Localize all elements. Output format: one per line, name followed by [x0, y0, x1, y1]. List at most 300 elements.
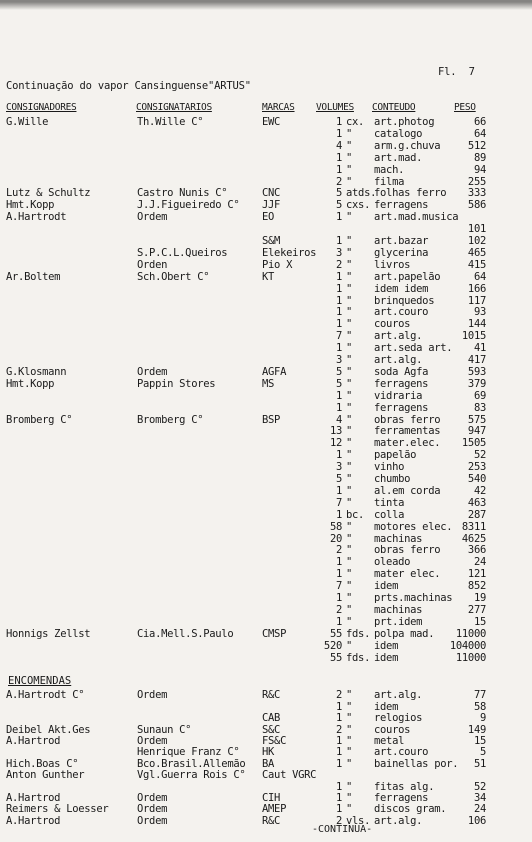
table-row — [0, 425, 532, 437]
cell-unit: " — [346, 282, 353, 295]
cell-unit: " — [346, 532, 353, 545]
cell-unit: " — [346, 163, 353, 176]
cell-unit: " — [346, 330, 353, 343]
table-row — [0, 712, 532, 724]
cell-volumes: 7 — [335, 496, 342, 509]
table-row — [0, 497, 532, 509]
cell-marca: EWC — [262, 116, 281, 128]
cell-volumes: 5 — [335, 377, 342, 390]
table-row — [0, 568, 532, 580]
cell-peso: 66 — [473, 116, 486, 128]
cell-conteudo: brinquedos — [374, 294, 435, 307]
cell-marca: R&C — [262, 689, 281, 702]
cell-volumes: 1 — [335, 592, 342, 604]
cell-unit: " — [346, 639, 353, 652]
cell-volumes: 12 — [329, 437, 342, 450]
cell-volumes: 4 — [335, 413, 342, 426]
cell-consignador: Deibel Akt.Ges — [6, 723, 91, 736]
cell-volumes: 13 — [329, 425, 342, 438]
cell-marca: KT — [262, 270, 275, 283]
cell-conteudo: polpa mad. — [374, 627, 435, 640]
cell-volumes: 7 — [335, 580, 342, 593]
cell-unit: " — [346, 139, 353, 152]
cell-peso: 593 — [467, 365, 486, 378]
cell-unit: " — [346, 473, 353, 485]
cell-peso: 1505 — [461, 437, 486, 450]
table-row — [0, 247, 532, 259]
cell-conteudo: ferragens — [374, 792, 429, 804]
cell-volumes: 7 — [335, 330, 342, 343]
cell-marca: BA — [262, 757, 275, 770]
cell-volumes: 1 — [335, 712, 342, 725]
cell-consignatario: Ordem — [137, 735, 168, 747]
cell-volumes: 1 — [335, 792, 342, 804]
cell-peso: 52 — [473, 780, 486, 793]
cell-consignatario: Sch.Obert C° — [137, 270, 210, 283]
cell-peso: 58 — [473, 700, 486, 713]
cell-unit: " — [346, 389, 353, 402]
cell-peso: 89 — [473, 151, 486, 164]
cell-peso: 42 — [473, 484, 486, 497]
cell-peso: 104000 — [449, 639, 486, 652]
table-row — [0, 640, 532, 652]
cell-peso: 11000 — [455, 651, 486, 664]
cell-conteudo: ferragens — [374, 401, 429, 414]
cell-consignatario: Vgl.Guerra Rois C° — [137, 769, 246, 782]
cell-volumes: 1 — [335, 449, 342, 462]
cell-consignatario: Ordem — [137, 803, 168, 816]
cell-conteudo: idem — [374, 651, 399, 664]
cell-consignador: Bromberg C° — [6, 413, 73, 426]
cell-volumes: 55 — [329, 627, 342, 640]
cell-peso: 83 — [473, 401, 486, 414]
cell-unit: " — [346, 496, 353, 509]
cell-volumes: 1 — [335, 556, 342, 569]
cell-volumes: 4 — [335, 139, 342, 152]
table-row — [0, 580, 532, 592]
cell-consignador: Hich.Boas C° — [6, 757, 79, 770]
cell-unit: " — [346, 294, 353, 307]
cell-volumes: 1 — [335, 163, 342, 176]
cell-consignatario: Ordem — [137, 365, 168, 378]
cell-peso: 93 — [473, 306, 486, 319]
table-row — [0, 792, 532, 804]
cell-unit: " — [346, 246, 353, 259]
cell-conteudo: glycerina — [374, 246, 429, 259]
table-row — [0, 140, 532, 152]
cell-consignador: Hmt.Kopp — [6, 377, 55, 390]
cell-volumes: 1 — [335, 282, 342, 295]
cell-peso: 64 — [473, 127, 486, 140]
cell-peso: 255 — [467, 175, 486, 188]
cell-peso: 379 — [467, 377, 486, 390]
table-row — [0, 701, 532, 713]
header-marcas: MARCAS — [262, 102, 295, 113]
cell-peso: 41 — [473, 342, 486, 355]
cell-volumes: 1 — [335, 508, 342, 521]
cell-volumes: 55 — [329, 651, 342, 664]
cell-conteudo: mater elec. — [374, 568, 441, 581]
table-row — [0, 199, 532, 211]
cell-volumes: 1 — [335, 401, 342, 414]
table-row — [0, 283, 532, 295]
header-volumes: VOLUMES — [316, 102, 354, 113]
cell-peso: 15 — [473, 735, 486, 747]
table-row — [0, 781, 532, 793]
cell-marca: HK — [262, 746, 275, 759]
cell-marca: Elekeiros — [262, 246, 317, 259]
cell-peso: 852 — [467, 580, 486, 593]
table-row — [0, 628, 532, 640]
cell-peso: 101 — [467, 223, 486, 236]
table-row — [0, 116, 532, 128]
cell-conteudo: machinas — [374, 532, 423, 545]
table-row — [0, 652, 532, 664]
table-row — [0, 815, 532, 827]
cell-marca: Pio X — [262, 258, 293, 271]
table-row — [0, 509, 532, 521]
table-row — [0, 390, 532, 402]
cell-consignatario: J.J.Figueiredo C° — [137, 199, 240, 212]
cell-consignatario: Ordem — [137, 792, 168, 804]
cell-volumes: 3 — [335, 461, 342, 474]
cell-marca: S&M — [262, 235, 281, 247]
cell-conteudo: idem idem — [374, 282, 429, 295]
cell-unit: cx. — [346, 116, 365, 128]
cell-conteudo: idem — [374, 580, 399, 593]
cell-conteudo: mach. — [374, 163, 405, 176]
cell-volumes: 1 — [335, 803, 342, 816]
cell-conteudo: bainellas por. — [374, 757, 459, 770]
cell-unit: " — [346, 342, 353, 355]
header-peso: PESO — [454, 102, 476, 113]
cell-marca: CNC — [262, 187, 281, 200]
cell-conteudo: prt.idem — [374, 615, 423, 628]
table-row — [0, 402, 532, 414]
header-consignador: CONSIGNADORES — [6, 102, 77, 113]
cell-volumes: 2 — [335, 603, 342, 616]
cell-unit: " — [346, 803, 353, 816]
cell-unit: bc. — [346, 508, 365, 521]
cell-volumes: 2 — [335, 258, 342, 271]
cell-consignatario: Ordem — [137, 689, 168, 702]
cell-volumes: 1 — [335, 127, 342, 140]
cell-consignatario: Sunaun C° — [137, 723, 192, 736]
cell-unit: " — [346, 175, 353, 188]
cell-unit: " — [346, 556, 353, 569]
cell-conteudo: machinas — [374, 603, 423, 616]
header-conteudo: CONTEUDO — [372, 102, 416, 113]
cell-volumes: 1 — [335, 270, 342, 283]
cell-consignatario: Orden — [137, 258, 168, 271]
cell-consignatario: Bromberg C° — [137, 413, 204, 426]
cell-volumes: 1 — [335, 151, 342, 164]
cell-volumes: 1 — [335, 294, 342, 307]
cell-volumes: 5 — [335, 473, 342, 485]
cell-peso: 144 — [467, 318, 486, 331]
table-row — [0, 271, 532, 283]
cell-conteudo: discos gram. — [374, 803, 447, 816]
table-row — [0, 259, 532, 271]
cell-unit: cxs. — [346, 199, 371, 212]
cell-peso: 417 — [467, 354, 486, 366]
table-row — [0, 164, 532, 176]
cell-unit: " — [346, 735, 353, 747]
cell-peso: 11000 — [455, 627, 486, 640]
cell-peso: 149 — [467, 723, 486, 736]
table-row — [0, 758, 532, 770]
cell-volumes: 520 — [323, 639, 342, 652]
cell-conteudo: art.photog — [374, 116, 435, 128]
table-row — [0, 354, 532, 366]
cell-volumes: 2 — [335, 544, 342, 557]
cell-unit: vls. — [346, 814, 371, 827]
cell-conteudo: art.alg. — [374, 814, 423, 827]
cell-peso: 19 — [473, 592, 486, 604]
cell-conteudo: art.couro — [374, 306, 429, 319]
cell-conteudo: metal — [374, 735, 405, 747]
cell-unit: " — [346, 449, 353, 462]
cell-consignador: G.Klosmann — [6, 365, 67, 378]
cell-conteudo: couros — [374, 318, 411, 331]
cell-peso: 94 — [473, 163, 486, 176]
cell-volumes: 58 — [329, 520, 342, 533]
cell-volumes: 5 — [335, 365, 342, 378]
cell-marca: AMEP — [262, 803, 287, 816]
cell-peso: 34 — [473, 792, 486, 804]
cell-unit: " — [346, 235, 353, 247]
cell-consignador: A.Hartrodt — [6, 211, 67, 224]
cell-unit: " — [346, 270, 353, 283]
cell-conteudo: soda Agfa — [374, 365, 429, 378]
table-row — [0, 318, 532, 330]
cell-unit: " — [346, 437, 353, 450]
table-row — [0, 414, 532, 426]
cell-conteudo: idem — [374, 700, 399, 713]
cell-marca: Caut VGRC — [262, 769, 317, 782]
cell-conteudo: folhas ferro — [374, 187, 447, 200]
table-row — [0, 746, 532, 758]
cell-peso: 5 — [479, 746, 486, 759]
cell-conteudo: filma — [374, 175, 405, 188]
cell-conteudo: ferragens — [374, 199, 429, 212]
cell-unit: " — [346, 792, 353, 804]
cell-consignador: G.Wille — [6, 116, 49, 128]
cell-peso: 465 — [467, 246, 486, 259]
scan-top-edge — [0, 0, 532, 10]
cell-conteudo: vidraria — [374, 389, 423, 402]
cell-unit: " — [346, 258, 353, 271]
cell-peso: 9 — [479, 712, 486, 725]
cell-unit: " — [346, 318, 353, 331]
cell-conteudo: art.alg. — [374, 354, 423, 366]
table-row — [0, 604, 532, 616]
cell-unit: " — [346, 689, 353, 702]
cell-volumes: 2 — [335, 175, 342, 188]
cell-conteudo: arm.g.chuva — [374, 139, 441, 152]
cell-peso: 277 — [467, 603, 486, 616]
cell-unit: " — [346, 484, 353, 497]
cell-consignador: Hmt.Kopp — [6, 199, 55, 212]
table-row — [0, 544, 532, 556]
cell-conteudo: colla — [374, 508, 405, 521]
cell-consignador: Reimers & Loesser — [6, 803, 109, 816]
table-row — [0, 769, 532, 781]
cell-volumes: 1 — [335, 306, 342, 319]
table-row — [0, 461, 532, 473]
table-row — [0, 485, 532, 497]
cell-volumes: 1 — [335, 780, 342, 793]
cell-unit: " — [346, 603, 353, 616]
cell-volumes: 2 — [335, 814, 342, 827]
table-row — [0, 378, 532, 390]
cell-consignatario: Pappin Stores — [137, 377, 216, 390]
cell-peso: 52 — [473, 449, 486, 462]
cell-conteudo: chumbo — [374, 473, 411, 485]
cell-unit: " — [346, 377, 353, 390]
cell-unit: " — [346, 580, 353, 593]
cell-consignador: A.Hartrod — [6, 735, 61, 747]
cell-consignatario: Cia.Mell.S.Paulo — [137, 627, 234, 640]
cell-unit: " — [346, 592, 353, 604]
cell-volumes: 1 — [335, 700, 342, 713]
cell-peso: 24 — [473, 556, 486, 569]
cell-conteudo: papelão — [374, 449, 417, 462]
cell-conteudo: art.seda art. — [374, 342, 453, 355]
table-row — [0, 211, 532, 223]
cell-marca: MS — [262, 377, 275, 390]
cell-marca: BSP — [262, 413, 281, 426]
table-row — [0, 689, 532, 701]
cell-conteudo: art.alg. — [374, 689, 423, 702]
cell-unit: " — [346, 757, 353, 770]
table-row — [0, 533, 532, 545]
cell-conteudo: couros — [374, 723, 411, 736]
cell-unit: " — [346, 461, 353, 474]
header-consignatario: CONSIGNATARIOS — [136, 102, 212, 113]
cell-peso: 8311 — [461, 520, 486, 533]
cell-peso: 117 — [467, 294, 486, 307]
cell-volumes: 3 — [335, 354, 342, 366]
cell-peso: 253 — [467, 461, 486, 474]
cell-peso: 121 — [467, 568, 486, 581]
cell-conteudo: art.papelão — [374, 270, 441, 283]
cell-unit: " — [346, 365, 353, 378]
cell-unit: " — [346, 127, 353, 140]
cell-volumes: 1 — [335, 235, 342, 247]
cell-volumes: 1 — [335, 615, 342, 628]
cell-conteudo: art.mad. — [374, 151, 423, 164]
table-row — [0, 449, 532, 461]
table-row — [0, 473, 532, 485]
cell-marca: CIH — [262, 792, 281, 804]
cell-peso: 166 — [467, 282, 486, 295]
cell-conteudo: ferragens — [374, 377, 429, 390]
cell-conteudo: art.alg. — [374, 330, 423, 343]
cell-marca: CMSP — [262, 627, 287, 640]
cell-conteudo: livros — [374, 258, 411, 271]
cell-peso: 366 — [467, 544, 486, 557]
cell-conteudo: tinta — [374, 496, 405, 509]
table-row — [0, 724, 532, 736]
cell-marca: EO — [262, 211, 275, 224]
cell-conteudo: vinho — [374, 461, 405, 474]
cell-conteudo: art.bazar — [374, 235, 429, 247]
encomendas-heading: ENCOMENDAS — [8, 675, 72, 688]
cell-marca: FS&C — [262, 735, 287, 747]
cell-marca: R&C — [262, 814, 281, 827]
cell-peso: 106 — [467, 814, 486, 827]
cell-conteudo: prts.machinas — [374, 592, 453, 604]
cell-volumes: 2 — [335, 689, 342, 702]
cell-consignador: A.Hartrod — [6, 792, 61, 804]
cell-peso: 512 — [467, 139, 486, 152]
cell-peso: 333 — [467, 187, 486, 200]
cell-unit: " — [346, 615, 353, 628]
cell-unit: " — [346, 746, 353, 759]
cell-unit: " — [346, 151, 353, 164]
cell-peso: 51 — [473, 757, 486, 770]
cell-unit: " — [346, 306, 353, 319]
cell-peso: 586 — [467, 199, 486, 212]
cell-unit: " — [346, 712, 353, 725]
cell-marca: JJF — [262, 199, 281, 212]
cell-peso: 102 — [467, 235, 486, 247]
table-row — [0, 295, 532, 307]
cell-peso: 575 — [467, 413, 486, 426]
cell-volumes: 3 — [335, 246, 342, 259]
table-row — [0, 437, 532, 449]
table-row — [0, 223, 532, 235]
cell-conteudo: obras ferro — [374, 544, 441, 557]
cell-marca: CAB — [262, 712, 281, 725]
cell-conteudo: relogios — [374, 712, 423, 725]
table-row — [0, 616, 532, 628]
cell-volumes: 2 — [335, 723, 342, 736]
table-row — [0, 803, 532, 815]
cell-peso: 540 — [467, 473, 486, 485]
table-row — [0, 592, 532, 604]
cell-volumes: 5 — [335, 199, 342, 212]
page-number: Fl. 7 — [438, 66, 475, 78]
cell-unit: fds. — [346, 627, 371, 640]
cell-consignador: Honnigs Zellst — [6, 627, 91, 640]
table-row — [0, 187, 532, 199]
cell-volumes: 1 — [335, 318, 342, 331]
cell-volumes: 1 — [335, 211, 342, 224]
cell-conteudo: mater.elec. — [374, 437, 441, 450]
cell-volumes: 1 — [335, 735, 342, 747]
table-row — [0, 128, 532, 140]
table-row — [0, 342, 532, 354]
document-title: Continuação do vapor Cansinguense"ARTUS" — [6, 80, 251, 92]
cell-unit: " — [346, 723, 353, 736]
cell-peso: 77 — [473, 689, 486, 702]
cell-volumes: 1 — [335, 568, 342, 581]
cell-peso: 463 — [467, 496, 486, 509]
table-row — [0, 330, 532, 342]
cell-unit: " — [346, 544, 353, 557]
table-row — [0, 235, 532, 247]
table-row — [0, 735, 532, 747]
cell-consignatario: Bco.Brasil.Allemão — [137, 757, 246, 770]
cell-conteudo: art.mad.musica — [374, 211, 459, 224]
cell-unit: " — [346, 700, 353, 713]
cell-peso: 24 — [473, 803, 486, 816]
cell-volumes: 1 — [335, 484, 342, 497]
cell-marca: S&C — [262, 723, 281, 736]
cell-unit: fds. — [346, 651, 371, 664]
